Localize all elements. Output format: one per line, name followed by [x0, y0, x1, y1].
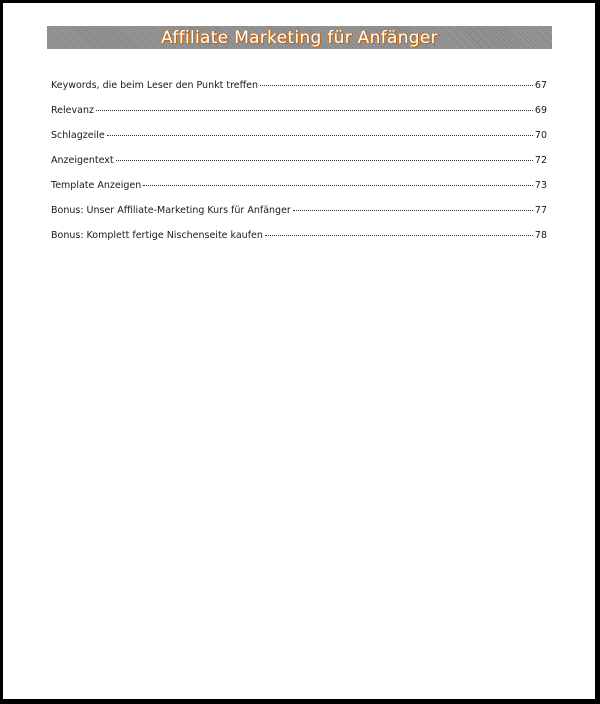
toc-entry-page: 69 — [534, 105, 547, 116]
toc-leader-dots — [107, 135, 533, 136]
toc-entry[interactable] — [51, 105, 547, 130]
toc-entry-label: Anzeigentext — [51, 155, 114, 166]
toc-entry-label: Keywords, die beim Leser den Punkt treffen — [51, 80, 259, 91]
toc-leader-dots — [96, 110, 533, 111]
page-title: Affiliate Marketing für Anfänger — [161, 27, 438, 48]
toc-entry[interactable] — [51, 155, 547, 180]
toc-entry-page: 70 — [534, 130, 547, 141]
toc-entry-label: Schlagzeile — [51, 130, 105, 141]
toc-entry-page: 67 — [534, 80, 547, 91]
toc-leader-dots — [116, 160, 533, 161]
table-of-contents — [51, 80, 547, 255]
title-banner — [47, 26, 552, 49]
toc-entry[interactable] — [51, 205, 547, 230]
toc-leader-dots — [143, 185, 533, 186]
toc-entry-page: 72 — [534, 155, 547, 166]
toc-leader-dots — [293, 210, 533, 211]
toc-entry-label: Template Anzeigen — [51, 180, 142, 191]
toc-entry-label: Relevanz — [51, 105, 94, 116]
toc-entry[interactable] — [51, 230, 547, 255]
toc-entry-page: 73 — [534, 180, 547, 191]
toc-leader-dots — [260, 85, 533, 86]
toc-entry-page: 77 — [534, 205, 547, 216]
toc-entry[interactable] — [51, 130, 547, 155]
toc-entry-label: Bonus: Unser Affiliate-Marketing Kurs für Anfänger — [51, 205, 291, 216]
toc-entry-page: 78 — [534, 230, 547, 241]
toc-entry[interactable] — [51, 180, 547, 205]
toc-entry[interactable] — [51, 80, 547, 105]
toc-entry-label: Bonus: Komplett fertige Nischenseite kaufen — [51, 230, 263, 241]
toc-leader-dots — [265, 235, 533, 236]
